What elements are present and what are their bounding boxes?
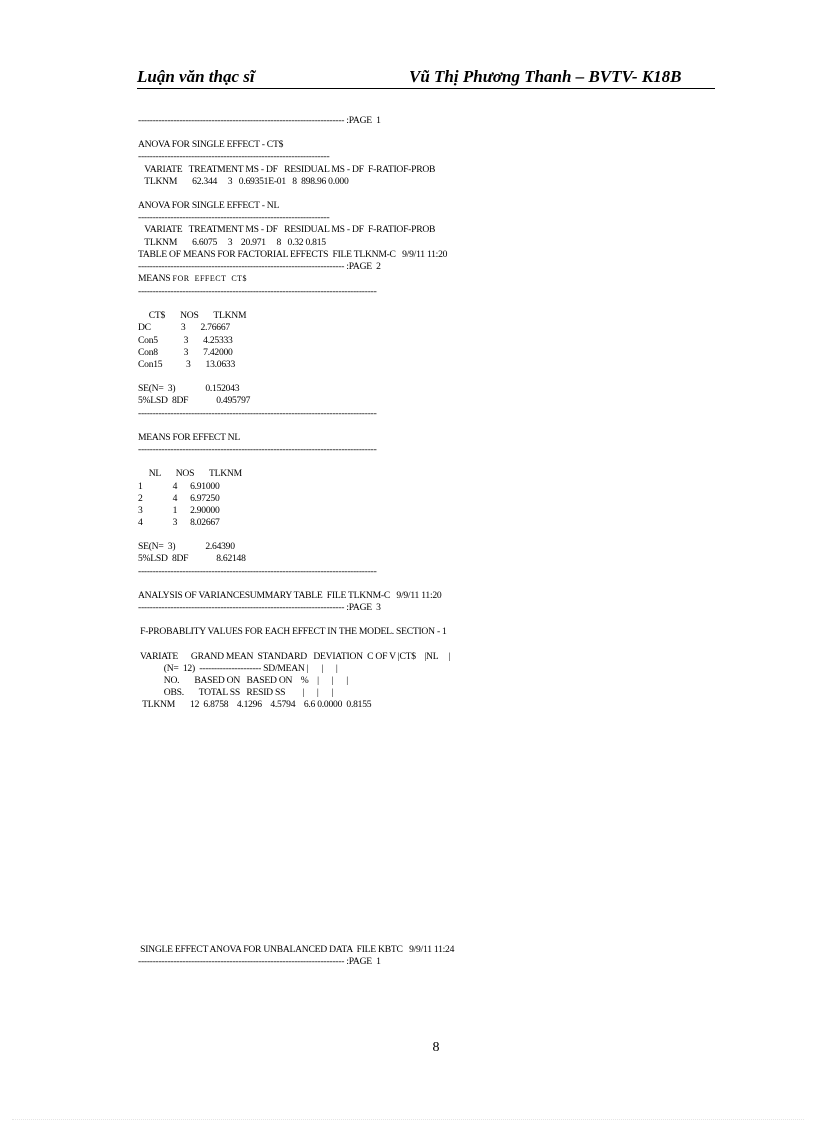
means-label-small: FOR EFFECT CT$ <box>172 274 248 283</box>
means-label: MEANS <box>138 273 171 284</box>
anova-output-block-1: ---------------------------------------------------------------------- :PAGE 1 ANOVA FOR SINGLE EFFECT - CT$ ----------------------------------------------------------------- VARIATE TREATMENT MS - DF RESIDUAL MS - DF F-RATIOF-PROB TLKNM 62.344 3 0.69351E-01 8 898.96 0.000 ANOVA FOR SINGLE EFFECT - NL ----------------------------------------------------------------- VARIATE TREATMENT MS - DF RESIDUAL MS - DF F-RATIOF-PROB TLKNM 6.6075 3 20.971 8 0.32 0.815 TABLE OF MEANS FOR FACTORIAL EFFECTS FILE TLKNM-C 9/9/11 11:20 ---------------------------------------------------------------------- :PAGE 2 <box>138 115 448 272</box>
header-left-title: Luận văn thạc sĩ <box>137 67 255 86</box>
footer-dotted-line <box>12 1119 804 1120</box>
anova-output-block-3: SINGLE EFFECT ANOVA FOR UNBALANCED DATA FILE KBTC 9/9/11 11:24 ---------------------------------------------------------------------- :PAGE 1 <box>138 944 455 968</box>
anova-output-block-2: --------------------------------------------------------------------------------- CT$ NOS TLKNM DC 3 2.76667 Con5 3 4.25333 Con8 3 7.42000 Con15 3 13.0633 SE(N= 3) 0.152043 5%LSD 8DF 0.495797 --------------------------------------------------------------------------------- MEANS FOR EFFECT NL --------------------------------------------------------------------------------- NL NOS TLKNM 1 4 6.91000 2 4 6.97250 3 1 2.90000 4 3 8.02667 SE(N= 3) 2.64390 5%LSD 8DF 8.62148 --------------------------------------------------------------------------------- ANALYSIS OF VARIANCESUMMARY TABLE FILE TLKNM-C 9/9/11 11:20 ---------------------------------------------------------------------- :PAGE 3 F-PROBABLITY VALUES FOR EACH EFFECT IN THE MODEL. SECTION - 1 VARIATE GRAND MEAN STANDARD DEVIATION C OF V |CT$ |NL | (N= 12) --------------------- SD/MEAN | | | NO. BASED ON BASED ON % | | | OBS. TOTAL SS RESID SS | | | TLKNM 12 6.8758 4.1296 4.5794 6.6 0.0000 0.8155 <box>138 286 451 711</box>
header-rule <box>137 88 715 89</box>
header-right-author: Vũ Thị Phương Thanh – BVTV- K18B <box>409 67 682 86</box>
means-effect-ct-heading <box>138 273 247 285</box>
page-number: 8 <box>432 1040 440 1055</box>
